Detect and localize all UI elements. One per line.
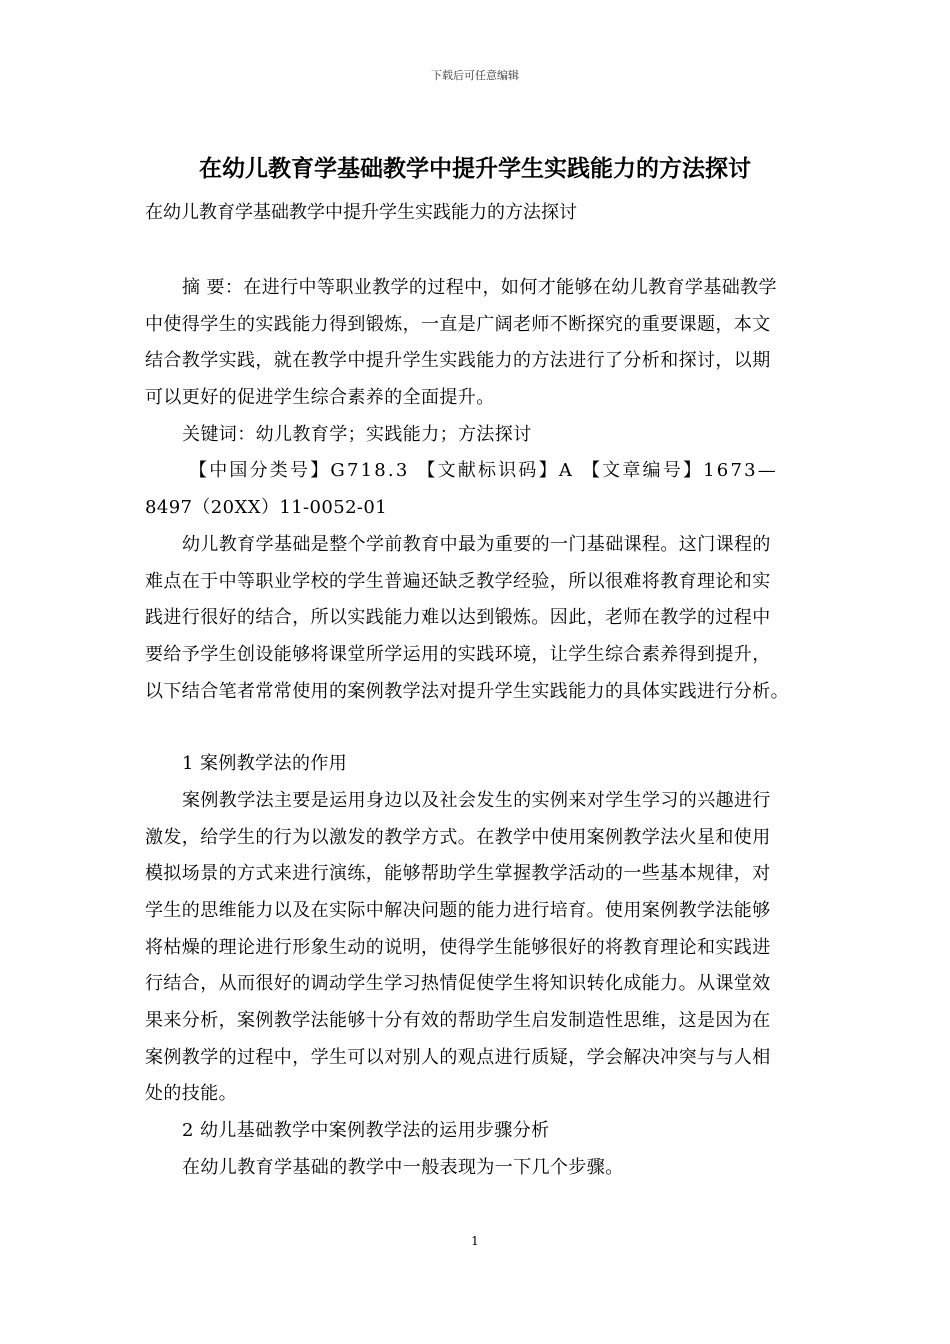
section2-line: 在幼儿教育学基础的教学中一般表现为一下几个步骤。 [182,1156,624,1178]
section1-line: 将枯燥的理论进行形象生动的说明，使得学生能够很好的将教育理论和实践进 [145,936,771,958]
document-title: 在幼儿教育学基础教学中提升学生实践能力的方法探讨 [199,156,751,182]
section1-line: 学生的思维能力以及在实际中解决问题的能力进行培育。使用案例教学法能够 [145,900,771,921]
classification-line: 8497（20XX）11-0052-01 [145,497,388,519]
intro-line: 要给予学生创设能够将课堂所学运用的实践环境，让学生综合素养得到提升， [145,643,771,665]
section1-line: 模拟场景的方式来进行演练，能够帮助学生掌握教学活动的一些基本规律，对 [145,863,771,885]
intro-line: 践进行很好的结合，所以实践能力难以达到锻炼。因此，老师在教学的过程中 [145,607,771,629]
section2-heading: 2 幼儿基础教学中案例教学法的运用步骤分析 [182,1120,550,1142]
intro-paragraph [145,527,811,710]
section1-line: 行结合，从而很好的调动学生学习热情促使学生将知识转化成能力。从课堂效 [145,973,771,995]
section1-line: 处的技能。 [145,1083,237,1105]
classification-line: 【中国分类号】G718.3 【文献标识码】A 【文章编号】1673— [189,460,778,482]
section1-line: 案例教学的过程中，学生可以对别人的观点进行质疑，学会解决冲突与与人相 [145,1046,771,1068]
section1-line: 激发，给学生的行为以激发的教学方式。在教学中使用案例教学法火星和使用 [145,826,771,848]
intro-line: 以下结合笔者常常使用的案例教学法对提升学生实践能力的具体实践进行分析。 [145,680,789,702]
document-body [145,270,811,1187]
abstract-line: 摘 要：在进行中等职业教学的过程中，如何才能够在幼儿教育学基础教学 [182,277,777,298]
header-note: 下载后可任意编辑 [431,69,519,82]
intro-line: 难点在于中等职业学校的学生普遍还缺乏教学经验，所以很难将教育理论和实 [145,570,771,592]
abstract-line: 结合教学实践，就在教学中提升学生实践能力的方法进行了分析和探讨，以期 [145,350,771,372]
abstract-paragraph [145,270,811,417]
document-subtitle: 在幼儿教育学基础教学中提升学生实践能力的方法探讨 [145,202,577,223]
paragraph-gap [145,710,811,746]
section2-paragraph [145,1150,811,1187]
keywords-line: 关键词：幼儿教育学；实践能力；方法探讨 [182,423,532,445]
abstract-line: 可以更好的促进学生综合素养的全面提升。 [145,387,495,409]
page-number: 1 [471,1234,479,1248]
section1-line: 果来分析，案例教学法能够十分有效的帮助学生启发制造性思维，这是因为在 [145,1010,771,1032]
section1-heading: 1 案例教学法的作用 [182,753,348,775]
abstract-line: 中使得学生的实践能力得到锻炼，一直是广阔老师不断探究的重要课题，本文 [145,313,771,335]
intro-line: 幼儿教育学基础是整个学前教育中最为重要的一门基础课程。这门课程的 [182,533,771,555]
classification-paragraph [145,453,811,526]
section1-paragraph [145,783,811,1113]
section1-line: 案例教学法主要是运用身边以及社会发生的实例来对学生学习的兴趣进行 [182,789,771,811]
